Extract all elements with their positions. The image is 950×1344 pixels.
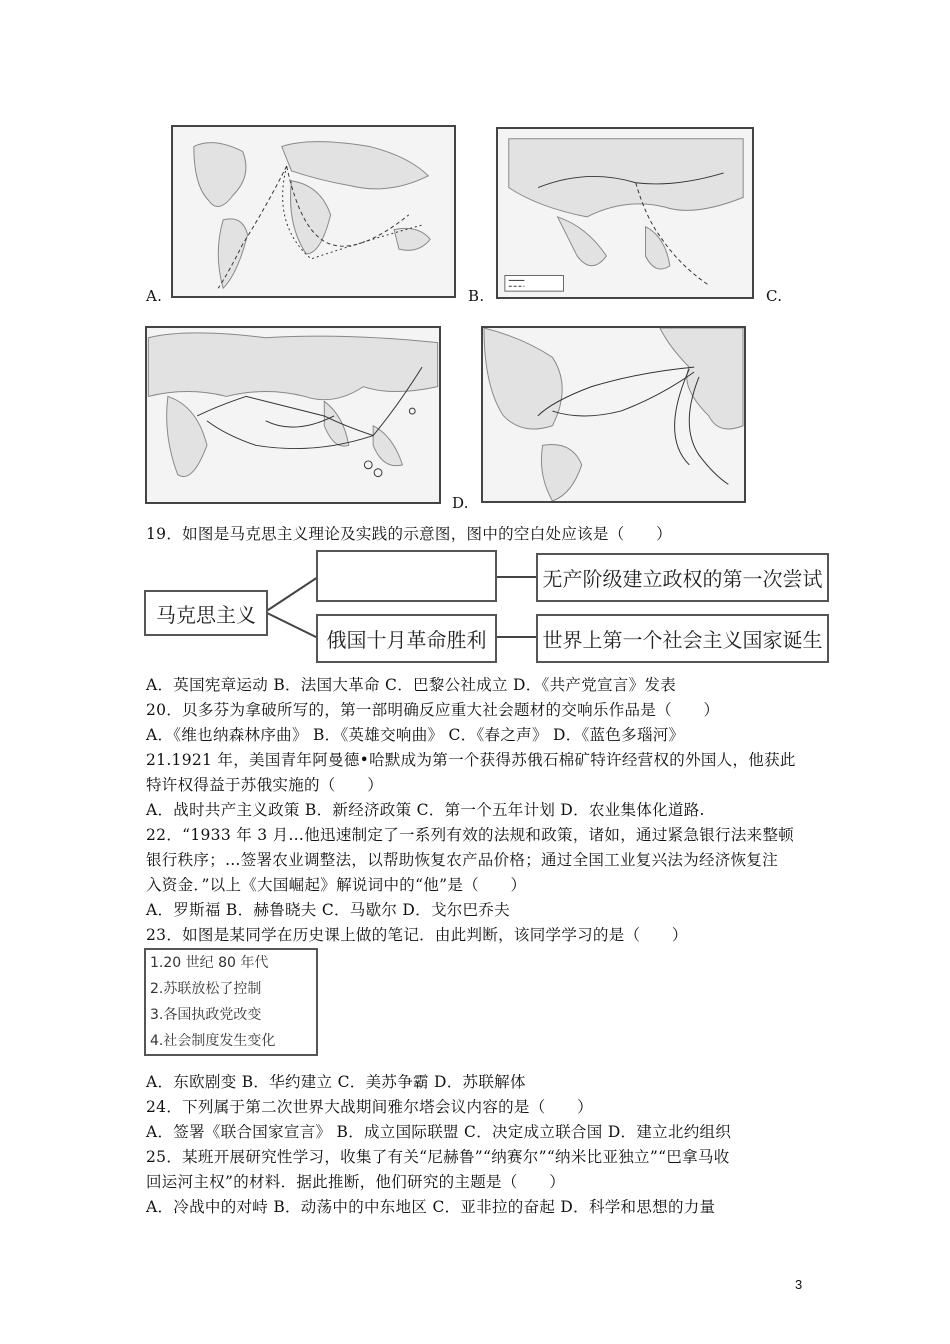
q21-stem-line2: 特许权得益于苏俄实施的（ ） xyxy=(146,776,384,794)
diagram-blank-box xyxy=(316,550,497,602)
diagram-lower-right-box: 世界上第一个社会主义国家诞生 xyxy=(536,614,829,663)
note-line-1: 1.20 世纪 80 年代 xyxy=(150,955,269,971)
note-line-3: 3.各国执政党改变 xyxy=(150,1007,262,1023)
option-b-label: B. xyxy=(468,287,485,305)
q24-stem: 24．下列属于第二次世界大战期间雅尔塔会议内容的是（ ） xyxy=(146,1098,593,1116)
page-number: 3 xyxy=(795,1277,803,1292)
q19-options: A．英国宪章运动 B．法国大革命 C．巴黎公社成立 D．《共产党宣言》发表 xyxy=(146,676,677,694)
q25-stem-line1: 25．某班开展研究性学习，收集了有关“尼赫鲁”“纳赛尔”“纳米比亚独立”“巴拿马收 xyxy=(146,1148,730,1166)
q23-stem: 23．如图是某同学在历史课上做的笔记．由此判断，该同学学习的是（ ） xyxy=(146,926,688,944)
q24-options: A．签署《联合国家宣言》 B．成立国际联盟 C．决定成立联合国 D．建立北约组织 xyxy=(146,1123,732,1141)
option-c-label: C. xyxy=(766,287,783,305)
q22-stem-line1: 22．“1933 年 3 月…他迅速制定了一系列有效的法规和政策，诸如，通过紧急银行法来整顿 xyxy=(146,826,795,844)
q21-options: A．战时共产主义政策 B．新经济政策 C．第一个五年计划 D．农业集体化道路. xyxy=(146,801,705,819)
diagram-root-box: 马克思主义 xyxy=(144,590,268,636)
q22-options: A．罗斯福 B．赫鲁晓夫 C．马歇尔 D．戈尔巴乔夫 xyxy=(146,901,510,919)
option-d-label: D. xyxy=(452,494,469,512)
class-notes-box xyxy=(144,948,318,1056)
q19-stem: 19．如图是马克思主义理论及实践的示意图，图中的空白处应该是（ ） xyxy=(146,525,672,543)
q20-options: A．《维也纳森林序曲》 B．《英雄交响曲》 C．《春之声》 D．《蓝色多瑙河》 xyxy=(146,726,685,744)
note-line-2: 2.苏联放松了控制 xyxy=(150,981,262,997)
diagram-upper-right-box: 无产阶级建立政权的第一次尝试 xyxy=(536,553,829,602)
q22-stem-line2: 银行秩序；…签署农业调整法，以帮助恢复农产品价格；通过全国工业复兴法为经济恢复注 xyxy=(146,851,779,869)
q25-options: A．冷战中的对峙 B．动荡中的中东地区 C．亚非拉的奋起 D．科学和思想的力量 xyxy=(146,1198,716,1216)
q20-stem: 20．贝多芬为拿破所写的，第一部明确反应重大社会题材的交响乐作品是（ ） xyxy=(146,701,720,719)
q22-stem-line3: 入资金．”以上《大国崛起》解说词中的“他”是（ ） xyxy=(146,876,527,894)
option-a-label: A. xyxy=(146,287,163,305)
note-line-4: 4.社会制度发生变化 xyxy=(150,1033,276,1049)
q23-options: A．东欧剧变 B．华约建立 C．美苏争霸 D．苏联解体 xyxy=(146,1073,526,1091)
q21-stem-line1: 21.1921 年，美国青年阿曼德•哈默成为第一个获得苏俄石棉矿特许经营权的外国人，他获此 xyxy=(146,751,796,769)
diagram-lower-left-box: 俄国十月革命胜利 xyxy=(316,614,497,663)
q25-stem-line2: 回运河主权”的材料．据此推断，他们研究的主题是（ ） xyxy=(146,1173,566,1191)
